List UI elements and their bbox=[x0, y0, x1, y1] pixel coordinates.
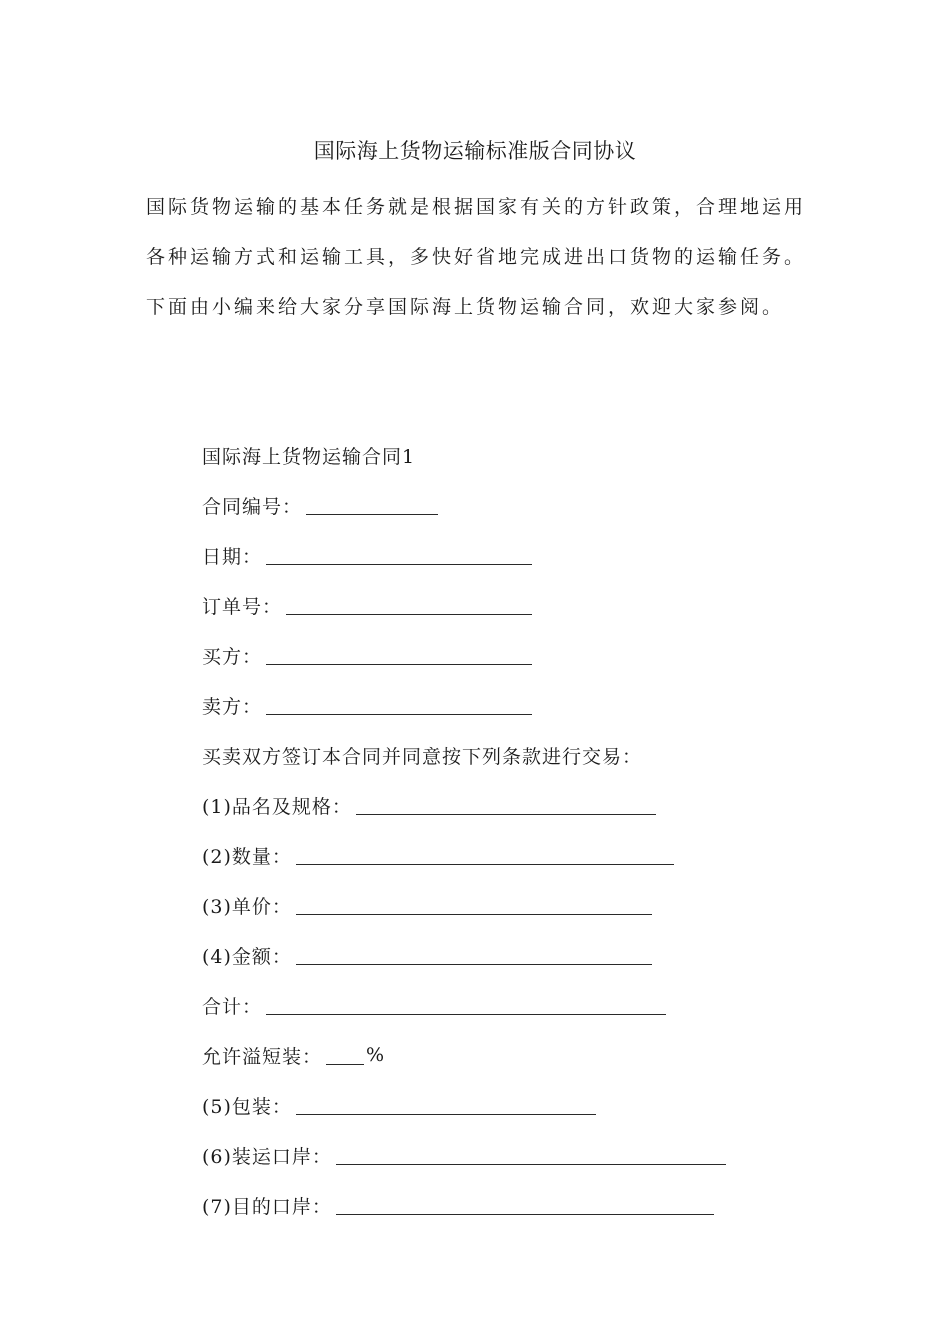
field-label: (3)单价： bbox=[202, 895, 292, 918]
field-label: (6)装运口岸： bbox=[202, 1145, 332, 1168]
field-seller bbox=[202, 680, 802, 730]
field-amount bbox=[202, 930, 802, 980]
contract-heading: 国际海上货物运输合同1 bbox=[202, 445, 416, 468]
field-date bbox=[202, 530, 802, 580]
field-contract-number bbox=[202, 480, 802, 530]
field-unit-price bbox=[202, 880, 802, 930]
field-product-spec bbox=[202, 780, 802, 830]
field-label: (2)数量： bbox=[202, 845, 292, 868]
fill-in-blank bbox=[266, 995, 666, 1015]
fill-in-blank bbox=[336, 1145, 726, 1165]
field-label: 卖方： bbox=[202, 695, 263, 718]
fill-in-blank bbox=[356, 795, 656, 815]
percent-sign: % bbox=[366, 1044, 386, 1066]
fill-in-blank bbox=[266, 645, 532, 665]
field-overshipment-tolerance bbox=[202, 1030, 802, 1080]
statement-text: 买卖双方签订本合同并同意按下列条款进行交易： bbox=[202, 745, 643, 768]
field-port-of-shipment bbox=[202, 1130, 802, 1180]
field-packing bbox=[202, 1080, 802, 1130]
fill-in-blank bbox=[286, 595, 532, 615]
field-label: 允许溢短装： bbox=[202, 1045, 323, 1068]
terms-statement bbox=[202, 730, 802, 780]
field-port-of-destination bbox=[202, 1180, 802, 1230]
field-label: (4)金额： bbox=[202, 945, 292, 968]
field-label: (1)品名及规格： bbox=[202, 795, 352, 818]
fill-in-blank bbox=[296, 945, 652, 965]
fill-in-blank bbox=[306, 495, 438, 515]
field-total bbox=[202, 980, 802, 1030]
document-title: 国际海上货物运输标准版合同协议 bbox=[313, 139, 637, 163]
field-buyer bbox=[202, 630, 802, 680]
fill-in-blank bbox=[296, 1095, 596, 1115]
fill-in-blank bbox=[326, 1045, 364, 1065]
field-label: (5)包装： bbox=[202, 1095, 292, 1118]
intro-paragraph: 国际货物运输的基本任务就是根据国家有关的方针政策，合理地运用各种运输方式和运输工具，多快好省地完成进出口货物的运输任务。下面由小编来给大家分享国际海上货物运输合同，欢迎大家参阅。 bbox=[146, 196, 807, 318]
fill-in-blank bbox=[266, 695, 532, 715]
fill-in-blank bbox=[336, 1195, 714, 1215]
field-label: 合同编号： bbox=[202, 495, 303, 518]
field-label: 订单号： bbox=[202, 595, 283, 618]
field-label: (7)目的口岸： bbox=[202, 1195, 332, 1218]
contract-form bbox=[202, 430, 802, 1230]
field-order-number bbox=[202, 580, 802, 630]
fill-in-blank bbox=[296, 895, 652, 915]
field-label: 买方： bbox=[202, 645, 263, 668]
field-label: 合计： bbox=[202, 995, 263, 1018]
field-label: 日期： bbox=[202, 545, 263, 568]
fill-in-blank bbox=[296, 845, 674, 865]
field-quantity bbox=[202, 830, 802, 880]
fill-in-blank bbox=[266, 545, 532, 565]
